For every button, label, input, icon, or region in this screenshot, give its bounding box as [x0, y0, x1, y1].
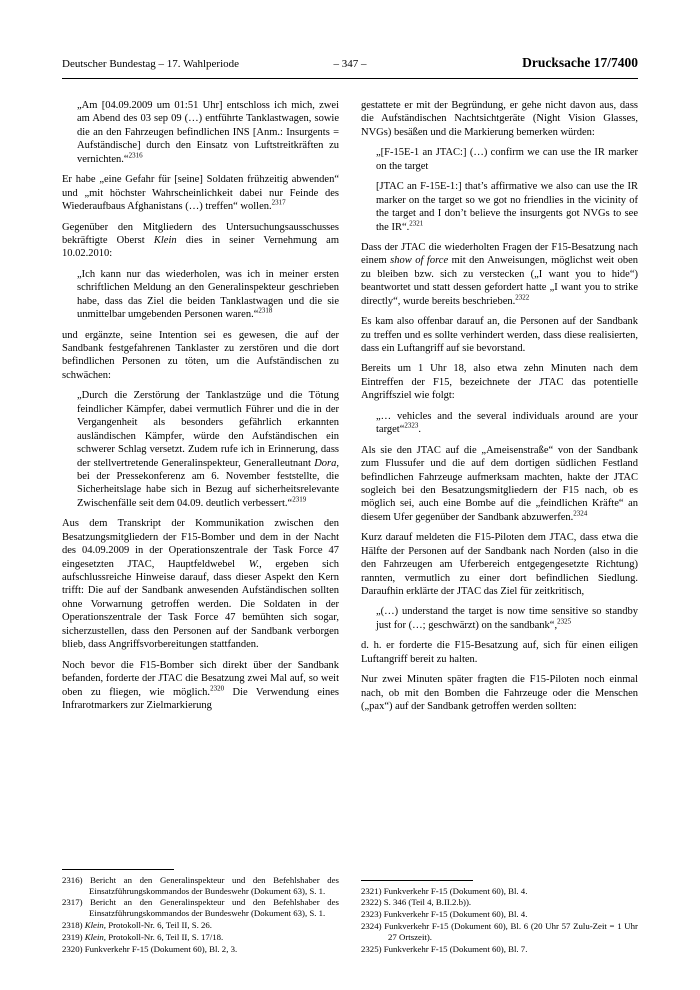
text-run: Kurz darauf meldeten die F15-Piloten dem JTAC, dass etwa die Hälfte der Personen auf der Sandbank nach Norden (also in die den Fahrzeugen am Uferbereich entgegengesetzte Richtung) rannten, vermutlich zu einer dort befindlichen Siedlung. Daraufhin erklärte der JTAC das Ziel für zeitkritisch, — [361, 532, 638, 597]
paragraph — [361, 639, 638, 666]
emphasis-text: show of force — [390, 255, 449, 267]
footnote-number: 2319) — [62, 932, 85, 943]
paragraph — [62, 221, 339, 261]
footnote-number: 2323) — [361, 909, 384, 920]
two-column-body — [62, 99, 638, 956]
text-run: . — [418, 424, 421, 436]
paragraph — [361, 531, 638, 598]
paragraph — [62, 659, 339, 713]
footnote-ref: 2318 — [258, 306, 273, 315]
text-run: Gegenüber den Mitgliedern des Untersuchungsausschusses bekräftigte Oberst — [62, 221, 339, 246]
page-number: – 347 – — [333, 58, 367, 70]
paragraph — [361, 315, 638, 355]
text-run: „[F-15E-1 an JTAC:] (…) confirm we can use the IR marker on the target — [376, 147, 638, 172]
paragraph — [62, 517, 339, 651]
footnote-number: 2318) — [62, 920, 85, 931]
footnote — [361, 909, 638, 920]
text-run: Aus dem Transkript der Kommunikation zwischen den Besatzungsmitgliedern der F15-Bomber und dem in der Nacht des 04.09.2009 in der Operationszentrale der Task Force 47 eingesetzten JTAC, Hauptfeldwebel — [62, 518, 339, 570]
block-quote — [376, 410, 638, 437]
text-run: Es kam also offenbar darauf an, die Personen auf der Sandbank zu treffen und es sollte verhindert werden, dass diese realisierten, dass ein Luftangriff auf sie bevorstand. — [361, 316, 638, 354]
text-run: Die Verwendung eines Infrarotmarkers zur Zielmarkierung — [62, 686, 339, 711]
text-run: Bericht an den Generalinspekteur und den Befehlshaber des Einsatzführungskommandos der Bundeswehr (Dokument 63), S. 1. — [89, 874, 339, 896]
right-footnote-list — [361, 886, 638, 955]
footnote-ref: 2316 — [128, 151, 143, 160]
text-run: Bereits um 1 Uhr 18, also etwa zehn Minuten nach dem Eintreffen der F15, bezeichnete der JTAC das potentielle Angriffsziel wie folgt: — [361, 363, 638, 402]
footnote-ref: 2317 — [271, 198, 286, 207]
footnote-ref: 2319 — [292, 495, 307, 504]
footnote — [361, 897, 638, 908]
text-run: „(…) understand the target is now time sensitive so standby just for (…; geschwärzt) on the sandbank“, — [376, 606, 638, 631]
footnote-number: 2317) — [62, 897, 91, 908]
text-run: gestattete er mit der Begründung, er gehe nicht davon aus, dass die Aufständischen Nachtsichtgeräte (Night Vision Glasses, NVGs) besäßen und die Markierung bemerken würden: — [361, 100, 638, 138]
text-run: , ergeben sich aufschlussreiche Hinweise darauf, dass dieser Aspekt den Kern trifft: Die auf der Sandbank anwesenden Aufständischen sollten ohne Vorwarnung getroffen werden. Die Soldaten in der Operationszentrale der Task Force 47 bemühten sich sogar, sicherzustellen, dass den Personen auf der Sandbank verborgen blieb, dass Angriffsvorbereitungen stattfanden. — [62, 558, 339, 651]
footnote-ref: 2321 — [409, 219, 424, 227]
text-run: Funkverkehr F-15 (Dokument 60), Bl. 2, 3. — [84, 944, 238, 955]
block-quote — [77, 268, 339, 322]
text-run: S. 346 (Teil 4, B.II.2.b)). — [383, 897, 472, 908]
text-run: Als sie den JTAC auf die „Ameisenstraße“ von der Sandbank zum Flussufer und die auf dem dortigen südlichen Festland befindlichen Fahrzeuge aufmerksam machten, hakte der JTAC sogleich bei den Besatzungsmitgliedern der F15 nach, ob es möglich sei, auch eine Bombe auf die „feindlichen Kräfte“ an diesem Ufer gegenüber der Sandbank abzuwerfen. — [361, 444, 638, 523]
footnote-ref: 2323 — [404, 421, 419, 430]
right-footnotes — [361, 880, 638, 956]
paragraph — [361, 99, 638, 139]
text-run: Funkverkehr F-15 (Dokument 60), Bl. 6 (20 Uhr 57 Zulu-Zeit = 1 Uhr 27 Ortszeit). — [384, 921, 638, 943]
text-run: „Am [04.09.2009 um 01:51 Uhr] entschloss ich mich, zwei am Abend des 03 sep 09 (…) entführte Tanklastwagen, sowie die an den Fahrzeugen befindlichen INS [Anm.: Insurgents = Aufständische] durch den Einsatz von Luftstreitkräften zu vernichten.“ — [77, 100, 339, 165]
text-run: d. h. er forderte die F15-Besatzung auf, sich für einen eiligen Luftangriff bereit zu halten. — [361, 640, 638, 665]
footnote-ref: 2320 — [210, 684, 225, 692]
header-publication-title: Deutscher Bundestag – 17. Wahlperiode — [62, 58, 240, 70]
block-quote — [376, 180, 638, 234]
emphasis-text: Dora — [314, 457, 337, 469]
block-quote — [376, 605, 638, 632]
text-run: Funkverkehr F-15 (Dokument 60), Bl. 7. — [383, 944, 528, 955]
footnote — [62, 875, 339, 897]
left-column — [62, 99, 339, 956]
block-quote — [376, 146, 638, 173]
footnote-number: 2316) — [62, 874, 91, 885]
text-run: und ergänzte, seine Intention sei es gewesen, die auf der Sandbank festgefahrenen Tanklaster zu zerstören und die dort befindlichen Personen zu töten, um die Aufständischen zu schwächen: — [62, 329, 339, 381]
text-run: Bericht an den Generalinspekteur und den Befehlshaber des Einsatzführungskommandos der Bundeswehr (Dokument 63), S. 1. — [89, 897, 339, 919]
text-run: Funkverkehr F-15 (Dokument 60), Bl. 4. — [383, 909, 528, 920]
footnote-ref: 2325 — [557, 617, 572, 626]
footnote-number: 2325) — [361, 944, 384, 955]
footnote — [62, 944, 339, 955]
footnote-number: 2320) — [62, 944, 85, 955]
text-run: Dass der JTAC die wiederholten Fragen der F15-Besatzung nach einem — [361, 241, 638, 267]
header-document-number: Drucksache 17/7400 — [522, 55, 638, 70]
paragraph — [62, 329, 339, 383]
footnote — [361, 944, 638, 955]
footnote — [361, 921, 638, 943]
footnote-separator — [62, 869, 174, 870]
left-column-text — [62, 99, 339, 719]
footnote-ref: 2322 — [515, 293, 530, 302]
footnote-ref: 2324 — [573, 509, 588, 518]
block-quote — [77, 389, 339, 510]
text-run: , Protokoll-Nr. 6, Teil II, S. 17/18. — [103, 932, 224, 943]
right-column-text — [361, 99, 638, 721]
footnote — [361, 886, 638, 897]
text-run: Er habe „eine Gefahr für [seine] Soldaten frühzeitig abwenden“ und „mit höchster Wahrscheinlichkeit dabei nur Feinde des Wiederaufbaus Afghanistans (…) treffen“ wollen. — [62, 174, 339, 213]
paragraph — [361, 362, 638, 402]
paragraph — [361, 673, 638, 713]
text-run: , Protokoll-Nr. 6, Teil II, S. 26. — [103, 920, 213, 931]
footnote — [62, 897, 339, 919]
footnote — [62, 920, 339, 931]
text-run: [JTAC an F-15E-1:] that’s affirmative we also can use the IR marker on the target so we got no friendlies in the vicinity of the target and I don’t believe the insurgents got NVGs to see the IR“. — [376, 181, 638, 233]
emphasis-text: W. — [248, 558, 260, 570]
text-run: Funkverkehr F-15 (Dokument 60), Bl. 4. — [383, 885, 528, 896]
left-footnotes — [62, 869, 339, 956]
paragraph — [361, 241, 638, 308]
emphasis-text: Klein — [153, 234, 177, 246]
footnote-number: 2321) — [361, 885, 384, 896]
text-run: „… vehicles and the several individuals around are your target“ — [376, 410, 638, 436]
footnote-number: 2324) — [361, 921, 385, 932]
block-quote — [77, 99, 339, 166]
page-content — [62, 55, 638, 964]
footnote-separator — [361, 880, 473, 881]
footnote — [62, 932, 339, 943]
text-run: Nur zwei Minuten später fragten die F15-Piloten noch einmal nach, ob mit den Bomben die Fahrzeuge oder die Menschen („pax“) auf der Sandbank getroffen werden sollten: — [361, 674, 638, 713]
text-run: dies in seiner Vernehmung am 10.02.2010: — [62, 234, 339, 260]
page-header — [62, 55, 638, 79]
emphasis-text: Klein — [84, 920, 104, 931]
footnote-number: 2322) — [361, 897, 384, 908]
text-run: , bei der Pressekonferenz am 6. November feststellte, die Sicherheitslage habe sich in Bezug auf sicherheitsrelevante Zwischenfälle seit dem 04.09. deutlich verbessert.“ — [77, 457, 339, 509]
right-column — [361, 99, 638, 956]
paragraph — [361, 444, 638, 525]
text-run: „Durch die Zerstörung der Tanklastzüge und die Tötung feindlicher Kämpfer, dabei vermutlich Führer und die in der Vergangenheit als besonders gefährlich erkannten ausländischen Kämpfer, würde den Aufständischen ein schwerer Schlag versetzt. Zudem rufe ich in Erinnerung, dass der stellvertretende Generalinspekteur, Generalleutnant — [77, 390, 339, 469]
left-footnote-list — [62, 875, 339, 955]
text-run: Noch bevor die F15-Bomber sich direkt über der Sandbank befanden, forderte der JTAC die Besatzung zwei Mal auf, so weit oben zu fliegen, wie möglich. — [62, 659, 339, 698]
text-run: „Ich kann nur das wiederholen, was ich in meiner ersten schriftlichen Meldung an den Generalinspekteur geschrieben habe, dass das Ziel die beiden Tanklastwagen und die sie unmittelbar umgebenden Personen waren.“ — [77, 268, 339, 321]
emphasis-text: Klein — [84, 932, 104, 943]
text-run: mit den Anweisungen, möglichst weit oben zu bleiben bzw. sich zu verstecken („I want you to hide“) beantwortet und statt dessen gefordert hatte „I want you to strike directly“, wurde bereits beschrieben. — [361, 255, 638, 307]
paragraph — [62, 173, 339, 213]
